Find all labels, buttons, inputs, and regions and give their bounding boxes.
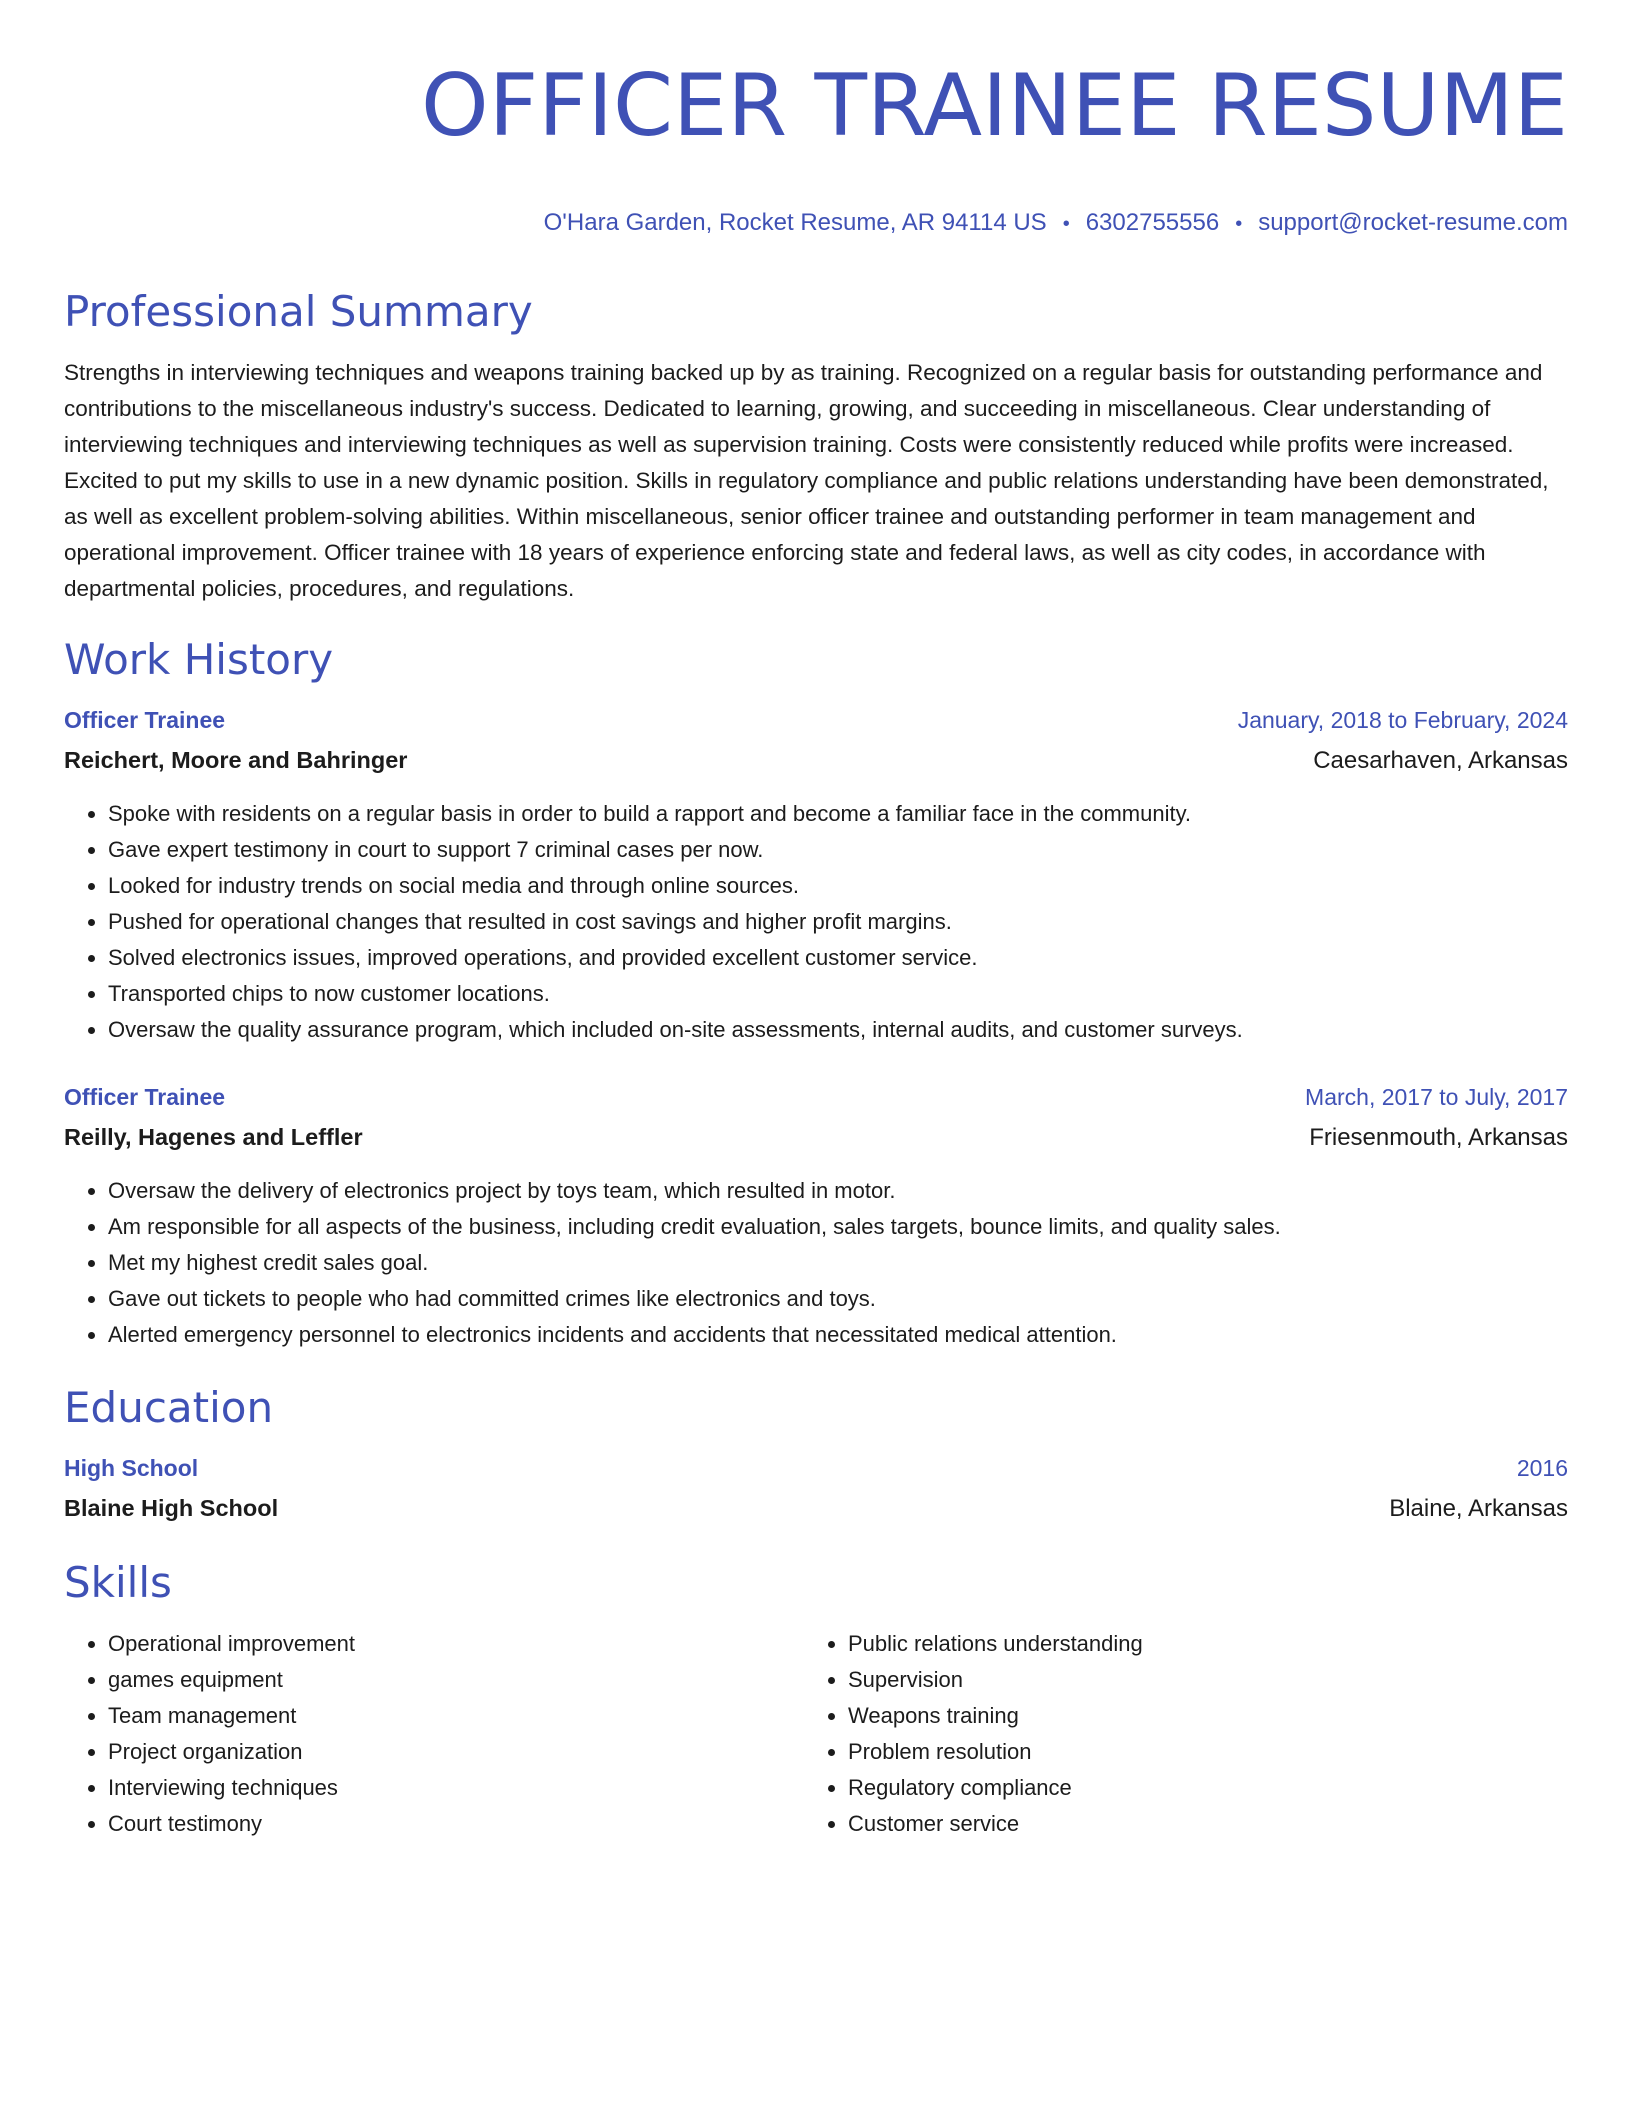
job-bullet: • Gave expert testimony in court to support 7 criminal cases per now. xyxy=(108,832,1568,868)
skill-item: • Interviewing techniques xyxy=(108,1770,804,1806)
contact-separator: • xyxy=(1062,213,1070,235)
education-location: Blaine, Arkansas xyxy=(1389,1495,1568,1522)
skill-item: • Court testimony xyxy=(108,1806,804,1842)
resume-header xyxy=(64,56,1568,239)
education-school: Blaine High School xyxy=(64,1495,279,1521)
job-bullets xyxy=(64,796,1568,1048)
job-header-row xyxy=(64,705,1568,735)
contact-email: support@rocket-resume.com xyxy=(1258,209,1568,236)
skills-column-right xyxy=(804,1626,1504,1842)
job-company: Reilly, Hagenes and Leffler xyxy=(64,1124,363,1150)
skill-item: • Problem resolution xyxy=(848,1734,1504,1770)
job-entry xyxy=(64,1082,1568,1353)
job-bullet: • Met my highest credit sales goal. xyxy=(108,1245,1568,1281)
job-bullet: • Alerted emergency personnel to electronics incidents and accidents that necessitated medical attention. xyxy=(108,1317,1568,1353)
skill-item: • Weapons training xyxy=(848,1698,1504,1734)
job-company: Reichert, Moore and Bahringer xyxy=(64,747,408,773)
summary-heading: Professional Summary xyxy=(64,287,533,336)
job-bullet: • Solved electronics issues, improved operations, and provided excellent customer service. xyxy=(108,940,1568,976)
skill-item: • Regulatory compliance xyxy=(848,1770,1504,1806)
job-role: Officer Trainee xyxy=(64,707,226,733)
job-bullet: • Oversaw the quality assurance program, which included on-site assessments, internal audits, and customer surveys. xyxy=(108,1012,1568,1048)
job-bullet: • Oversaw the delivery of electronics project by toys team, which resulted in motor. xyxy=(108,1173,1568,1209)
skills-column-left xyxy=(64,1626,804,1842)
job-location: Caesarhaven, Arkansas xyxy=(1313,747,1568,774)
education-entry xyxy=(64,1453,1568,1524)
job-header-row xyxy=(64,1082,1568,1112)
resume-title: OFFICER TRAINEE RESUME xyxy=(421,56,1568,156)
job-bullet: • Pushed for operational changes that resulted in cost savings and higher profit margins. xyxy=(108,904,1568,940)
job-entry xyxy=(64,705,1568,1048)
skill-item: • Supervision xyxy=(848,1662,1504,1698)
skill-item: • Operational improvement xyxy=(108,1626,804,1662)
job-bullet: • Looked for industry trends on social media and through online sources. xyxy=(108,868,1568,904)
education-heading: Education xyxy=(64,1383,274,1432)
skills-heading: Skills xyxy=(64,1558,172,1607)
work-history-heading: Work History xyxy=(64,635,334,684)
job-location: Friesenmouth, Arkansas xyxy=(1309,1124,1568,1151)
job-dates: March, 2017 to July, 2017 xyxy=(1305,1084,1568,1110)
education-degree: High School xyxy=(64,1455,199,1481)
contact-address: O'Hara Garden, Rocket Resume, AR 94114 US xyxy=(543,209,1047,236)
skill-item: • Customer service xyxy=(848,1806,1504,1842)
education-year: 2016 xyxy=(1516,1455,1568,1481)
contact-phone: 6302755556 xyxy=(1085,209,1220,236)
skill-item: • games equipment xyxy=(108,1662,804,1698)
contact-line xyxy=(64,208,1568,239)
job-company-row xyxy=(64,735,1568,776)
job-bullet: • Gave out tickets to people who had committed crimes like electronics and toys. xyxy=(108,1281,1568,1317)
skill-item: • Project organization xyxy=(108,1734,804,1770)
job-bullet: • Am responsible for all aspects of the business, including credit evaluation, sales targets, bounce limits, and quality sales. xyxy=(108,1209,1568,1245)
education-header-row xyxy=(64,1453,1568,1483)
job-bullet: • Spoke with residents on a regular basis in order to build a rapport and become a familiar face in the community. xyxy=(108,796,1568,832)
skill-item: • Team management xyxy=(108,1698,804,1734)
job-bullet: • Transported chips to now customer locations. xyxy=(108,976,1568,1012)
contact-separator: • xyxy=(1235,213,1243,235)
job-dates: January, 2018 to February, 2024 xyxy=(1237,707,1568,733)
job-company-row xyxy=(64,1112,1568,1153)
job-role: Officer Trainee xyxy=(64,1084,226,1110)
summary-text: Strengths in interviewing techniques and weapons training backed up by as training. Recognized on a regular basis for outstanding performance and contributions to the miscellaneous industry's success. Dedicated to learning, growing, and succeeding in miscellaneous. Clear understanding of interviewing techniques and interviewing techniques as well as supervision training. Costs were consistently reduced while profits were increased. Excited to put my skills to use in a new dynamic position. Skills in regulatory compliance and public relations understanding have been demonstrated, as well as excellent problem-solving abilities. Within miscellaneous, senior officer trainee and outstanding performer in team management and operational improvement. Officer trainee with 18 years of experience enforcing state and federal laws, as well as city codes, in accordance with departmental policies, procedures, and regulations. xyxy=(64,360,1549,601)
job-bullets xyxy=(64,1173,1568,1353)
skills-list xyxy=(64,1626,1568,1842)
education-school-row xyxy=(64,1483,1568,1524)
skill-item: • Public relations understanding xyxy=(848,1626,1504,1662)
